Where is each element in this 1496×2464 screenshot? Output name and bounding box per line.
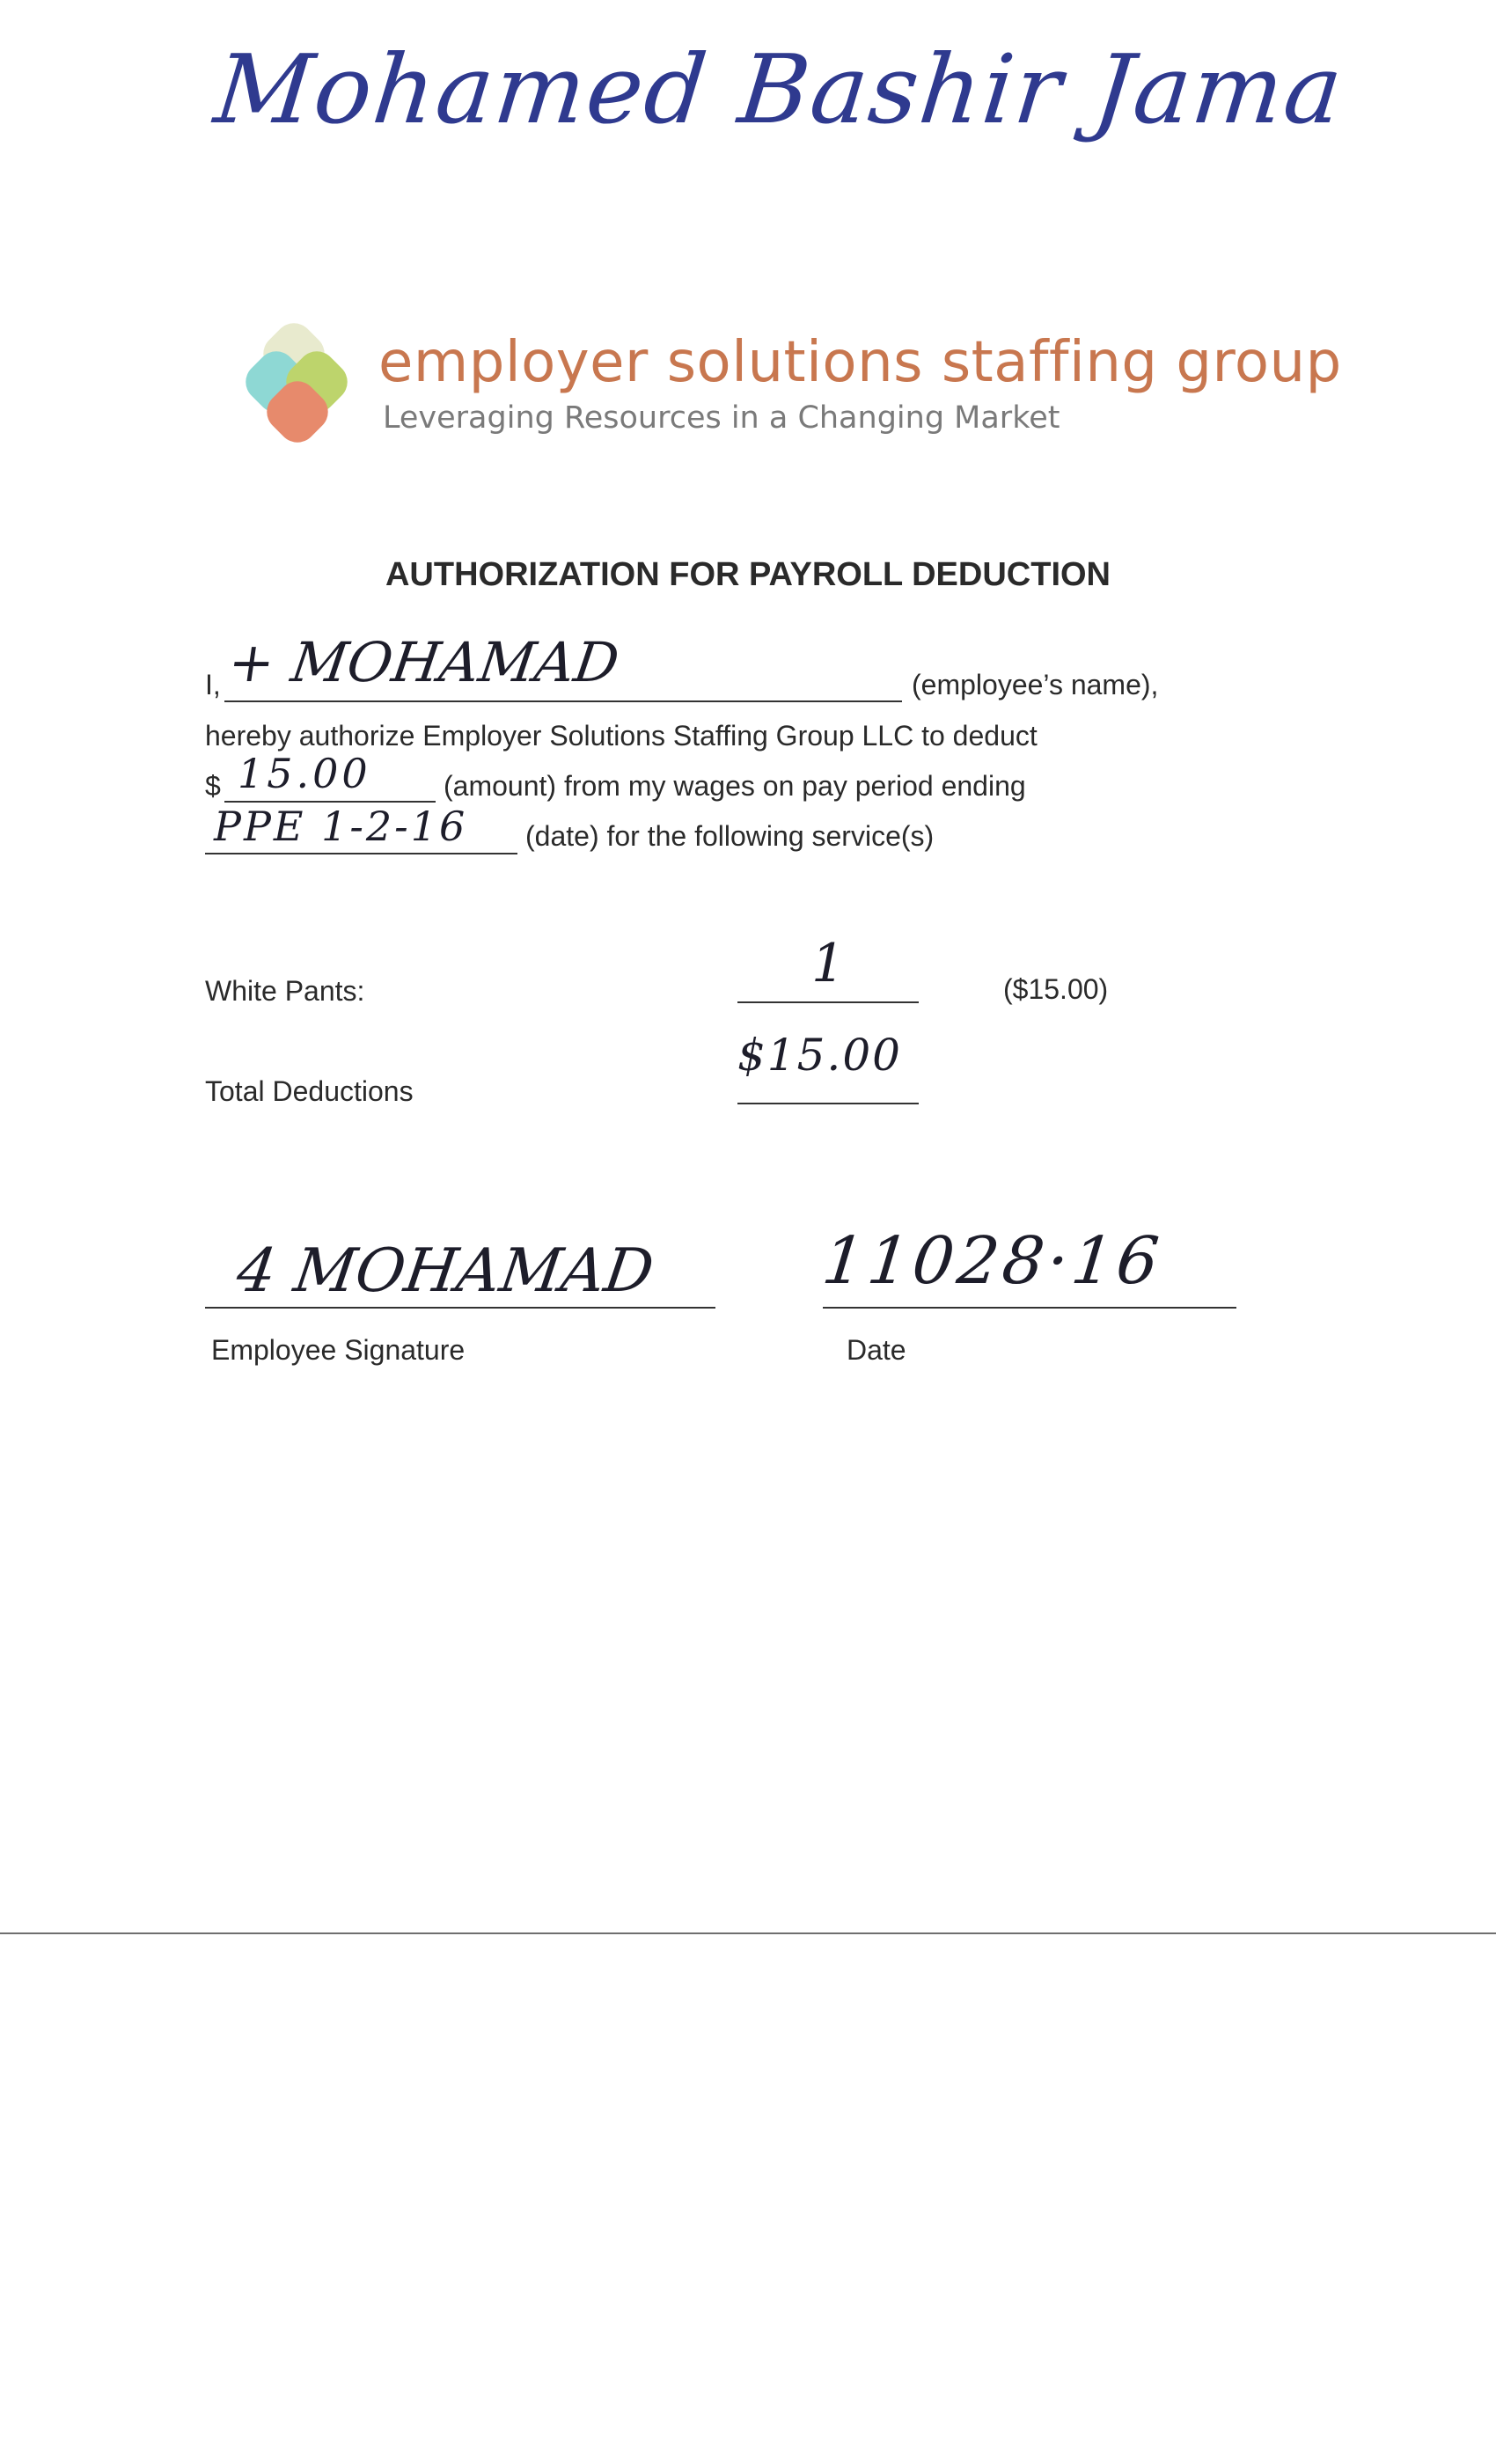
- pay-period-date-field[interactable]: PPE 1-2-16: [214, 803, 468, 850]
- signature-date-line: [823, 1307, 1236, 1309]
- logo-tagline: Leveraging Resources in a Changing Market: [383, 400, 1060, 436]
- white-pants-label: White Pants:: [205, 975, 365, 1007]
- employee-name-field[interactable]: + MOHAMAD: [224, 630, 623, 694]
- total-deductions-label: Total Deductions: [205, 1075, 414, 1107]
- handwritten-header-name: Mohamed Bashir Jama: [209, 35, 1349, 145]
- employee-signature-field[interactable]: 4 MOHAMAD: [232, 1236, 658, 1306]
- employee-signature-line: [205, 1307, 715, 1309]
- authorize-text: hereby authorize Employer Solutions Staffing Group LLC to deduct: [205, 720, 1038, 752]
- page-divider: [0, 1932, 1496, 1934]
- form-title: AUTHORIZATION FOR PAYROLL DEDUCTION: [385, 556, 1111, 593]
- i-label: I,: [205, 669, 221, 700]
- pay-period-date-label: (date) for the following service(s): [525, 820, 935, 852]
- employee-name-label: (employee’s name),: [912, 669, 1159, 700]
- employee-name-underline: [224, 700, 902, 702]
- signature-date-field[interactable]: 11028·16: [818, 1223, 1166, 1299]
- signature-date-label: Date: [847, 1334, 906, 1366]
- amount-field[interactable]: 15.00: [238, 750, 371, 797]
- amount-label: (amount) from my wages on pay period ending: [444, 770, 1026, 802]
- pay-period-date-underline: [205, 853, 517, 854]
- total-deductions-underline: [737, 1103, 919, 1104]
- total-deductions-field[interactable]: $15.00: [737, 1030, 902, 1081]
- white-pants-quantity-underline: [737, 1001, 919, 1003]
- employee-signature-label: Employee Signature: [211, 1334, 466, 1366]
- logo-wordmark: employer solutions staffing group: [378, 330, 1342, 395]
- logo-mark-icon: [242, 321, 365, 453]
- company-logo: [242, 312, 1342, 453]
- white-pants-quantity-field[interactable]: 1: [811, 933, 846, 994]
- white-pants-price: ($15.00): [1003, 973, 1109, 1005]
- dollar-sign-label: $: [205, 770, 221, 802]
